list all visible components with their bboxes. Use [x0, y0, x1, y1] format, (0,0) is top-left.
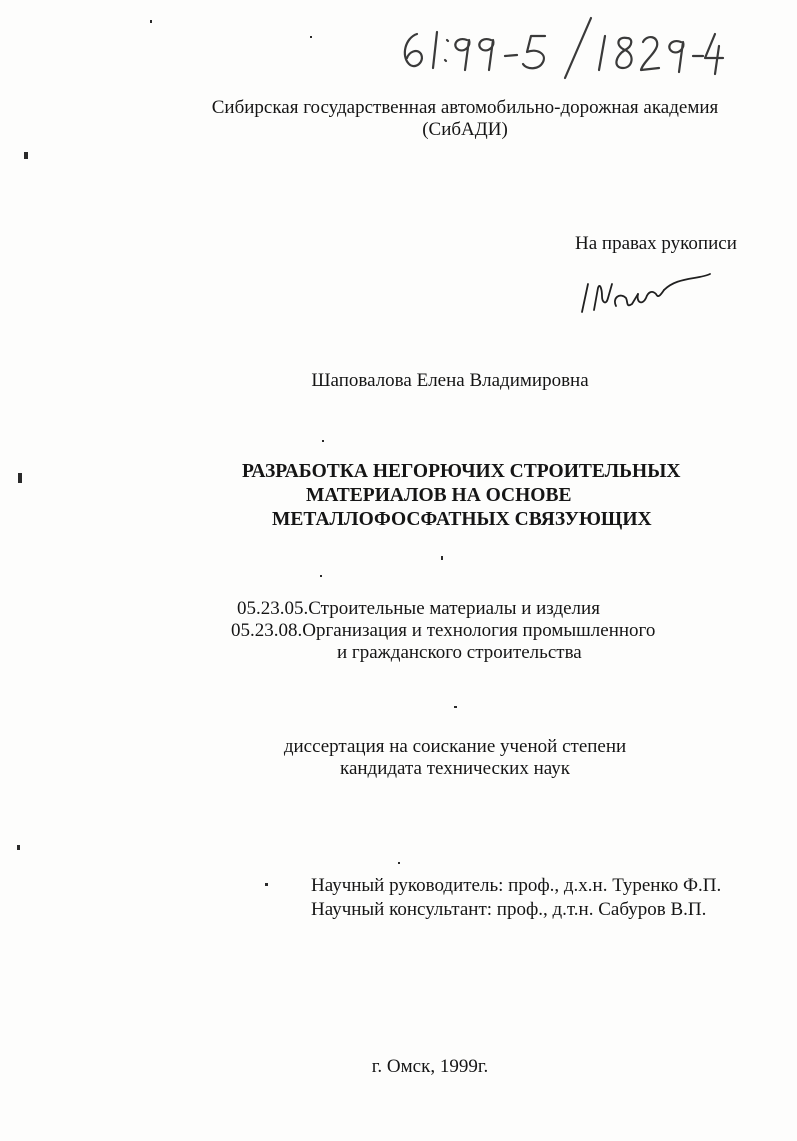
scan-speck — [454, 706, 457, 708]
manuscript-rights-label: На правах рукописи — [575, 233, 737, 254]
scan-speck — [441, 556, 443, 560]
degree-line: диссертация на соискание ученой степени — [283, 736, 627, 757]
scan-speck — [398, 862, 400, 864]
scan-speck — [322, 440, 324, 442]
title-line: МАТЕРИАЛОВ НА ОСНОВЕ — [306, 485, 572, 506]
scan-speck — [17, 845, 20, 850]
specialty-line: 05.23.05.Строительные материалы и изделия — [237, 598, 600, 619]
handwritten-catalog-number — [395, 12, 725, 80]
title-line: МЕТАЛЛОФОСФАТНЫХ СВЯЗУЮЩИХ — [272, 509, 652, 530]
institution-name: Сибирская государственная автомобильно-дорожная академия — [211, 97, 719, 118]
scan-speck — [18, 473, 22, 483]
degree-line: кандидата технических наук — [340, 758, 570, 779]
institution-block — [200, 97, 730, 141]
advisors-block — [311, 875, 721, 923]
scientific-consultant: Научный консультант: проф., д.т.н. Сабуров В.П. — [311, 899, 707, 920]
dissertation-title — [210, 460, 715, 532]
scan-speck — [265, 883, 268, 886]
scan-speck — [320, 575, 322, 577]
author-name: Шаповалова Елена Владимировна — [311, 370, 589, 391]
place-and-year: г. Омск, 1999г. — [371, 1056, 489, 1077]
scan-speck — [310, 36, 312, 38]
title-line: РАЗРАБОТКА НЕГОРЮЧИХ СТРОИТЕЛЬНЫХ — [242, 461, 681, 482]
signature-icon — [572, 262, 712, 322]
specialty-line: 05.23.08.Организация и технология промышленного — [231, 620, 656, 641]
degree-block — [270, 736, 640, 780]
scan-speck — [150, 20, 152, 23]
specialties-block — [231, 598, 697, 664]
scientific-supervisor: Научный руководитель: проф., д.х.н. Туренко Ф.П. — [311, 875, 722, 896]
specialty-line: и гражданского строительства — [337, 642, 582, 663]
scan-speck — [24, 152, 28, 159]
institution-abbreviation: (СибАДИ) — [422, 119, 508, 140]
